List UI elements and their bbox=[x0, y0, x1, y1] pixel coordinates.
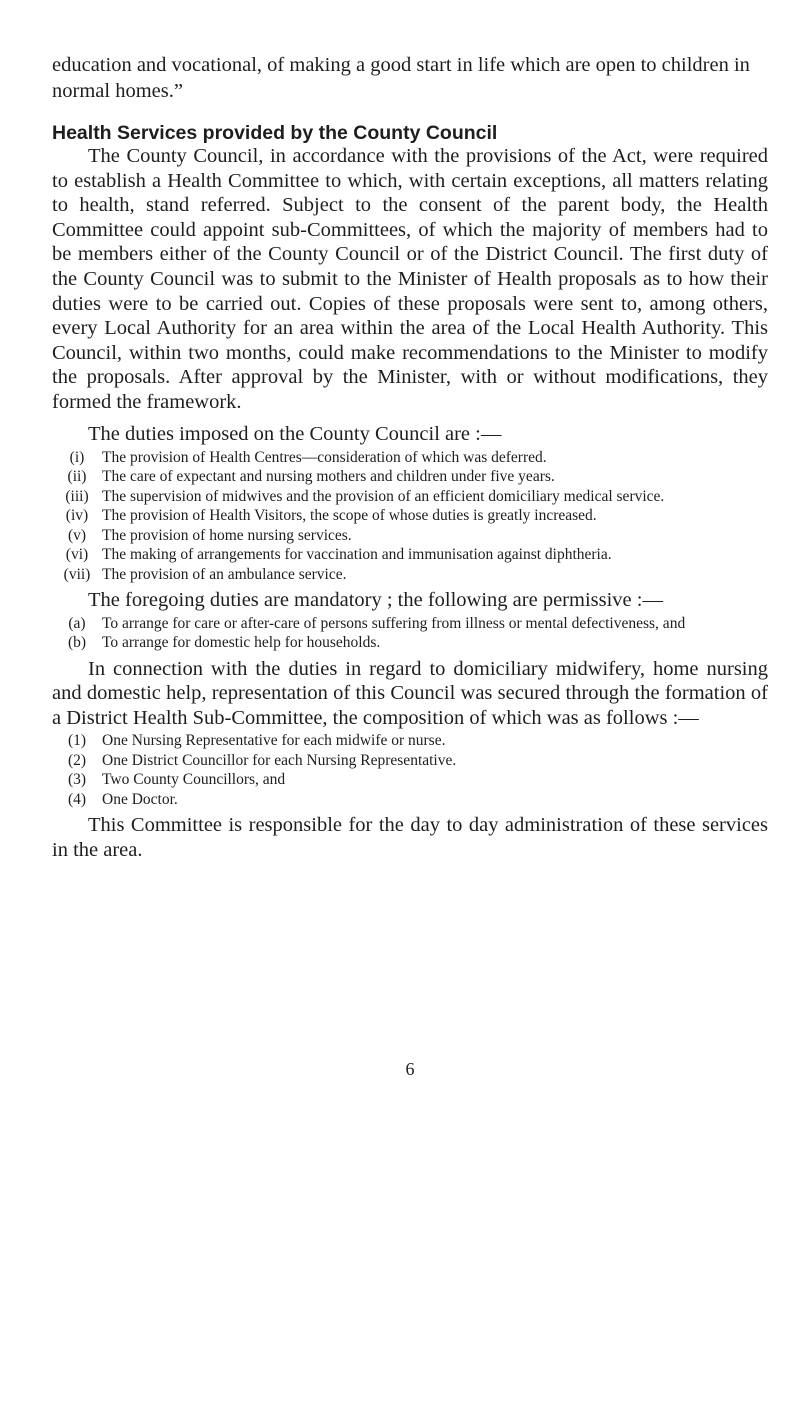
item-text: Two County Councillors, and bbox=[102, 771, 286, 789]
permissive-intro: The foregoing duties are mandatory ; the following are permissive :— bbox=[88, 589, 663, 612]
list-item bbox=[52, 449, 768, 468]
health-committee-paragraph: The County Council, in accordance with the provisions of the Act, were required to establish a Health Committee to which, with certain exceptions, all matters relating to health, stand referred. Subject to the consent of the parent body, the Health Committee could appoint sub-Committees, of which the majority of members had to be members either of the County Council or of the District Council. The first duty of the County Council was to submit to the Minister of Health proposals as to how their duties were to be carried out. Copies of these proposals were sent to, among others, every Local Authority for an area within the area of the Local Health Authority. This Council, within two months, could make recommendations to the Minister to modify the proposals. After approval by the Minister, with or without modifications, they formed the framework. bbox=[52, 145, 768, 413]
duties-intro: The duties imposed on the County Council are :— bbox=[88, 422, 502, 445]
list-item bbox=[52, 468, 768, 487]
composition-list bbox=[52, 732, 768, 809]
item-number: (1) bbox=[67, 732, 87, 750]
item-text: One Nursing Representative for each midwife or nurse. bbox=[102, 732, 446, 750]
item-number: (iv) bbox=[65, 507, 89, 525]
duties-list bbox=[52, 449, 768, 585]
list-item bbox=[52, 615, 768, 634]
list-item bbox=[52, 527, 768, 546]
item-number: (2) bbox=[67, 751, 87, 769]
item-number: (vi) bbox=[65, 546, 89, 564]
item-number: (4) bbox=[67, 790, 87, 808]
item-text: To arrange for care or after-care of persons suffering from illness or mental defectiveness, and bbox=[102, 614, 686, 632]
item-number: (v) bbox=[67, 526, 87, 544]
responsibility-paragraph: This Committee is responsible for the day to day administration of these services in the area. bbox=[52, 814, 768, 861]
list-item bbox=[52, 752, 768, 771]
item-text: The provision of home nursing services. bbox=[102, 526, 352, 544]
item-text: One District Councillor for each Nursing Representative. bbox=[102, 751, 457, 769]
item-text: The provision of an ambulance service. bbox=[102, 565, 347, 583]
item-text: The supervision of midwives and the provision of an efficient domiciliary medical service. bbox=[102, 487, 665, 505]
intro-paragraph: education and vocational, of making a good start in life which are open to children in normal homes.” bbox=[52, 54, 750, 102]
item-number: (a) bbox=[68, 614, 86, 632]
list-item bbox=[52, 546, 768, 565]
item-number: (3) bbox=[67, 771, 87, 789]
item-text: The making of arrangements for vaccination and immunisation against diphtheria. bbox=[102, 546, 612, 564]
page-number: 6 bbox=[405, 1059, 415, 1079]
section-heading: Health Services provided by the County Council bbox=[52, 122, 498, 144]
list-item bbox=[52, 488, 768, 507]
item-number: (iii) bbox=[65, 487, 89, 505]
sub-committee-paragraph: In connection with the duties in regard to domiciliary midwifery, home nursing and domestic help, representation of this Council was secured through the formation of a District Health Sub-Committee, the composition of which was as follows :— bbox=[52, 657, 768, 729]
list-item bbox=[52, 732, 768, 751]
item-text: To arrange for domestic help for households. bbox=[102, 634, 381, 652]
item-number: (ii) bbox=[67, 468, 87, 486]
document-page bbox=[52, 52, 768, 1079]
list-item bbox=[52, 771, 768, 790]
permissive-list bbox=[52, 615, 768, 653]
item-text: The provision of Health Centres—consideration of which was deferred. bbox=[102, 448, 547, 466]
item-text: The provision of Health Visitors, the scope of whose duties is greatly increased. bbox=[102, 507, 597, 525]
item-text: One Doctor. bbox=[102, 790, 178, 808]
item-number: (i) bbox=[69, 448, 85, 466]
item-text: The care of expectant and nursing mothers and children under five years. bbox=[102, 468, 555, 486]
list-item bbox=[52, 791, 768, 810]
item-number: (b) bbox=[67, 634, 87, 652]
list-item bbox=[52, 566, 768, 585]
list-item bbox=[52, 634, 768, 653]
item-number: (vii) bbox=[63, 565, 91, 583]
list-item bbox=[52, 507, 768, 526]
